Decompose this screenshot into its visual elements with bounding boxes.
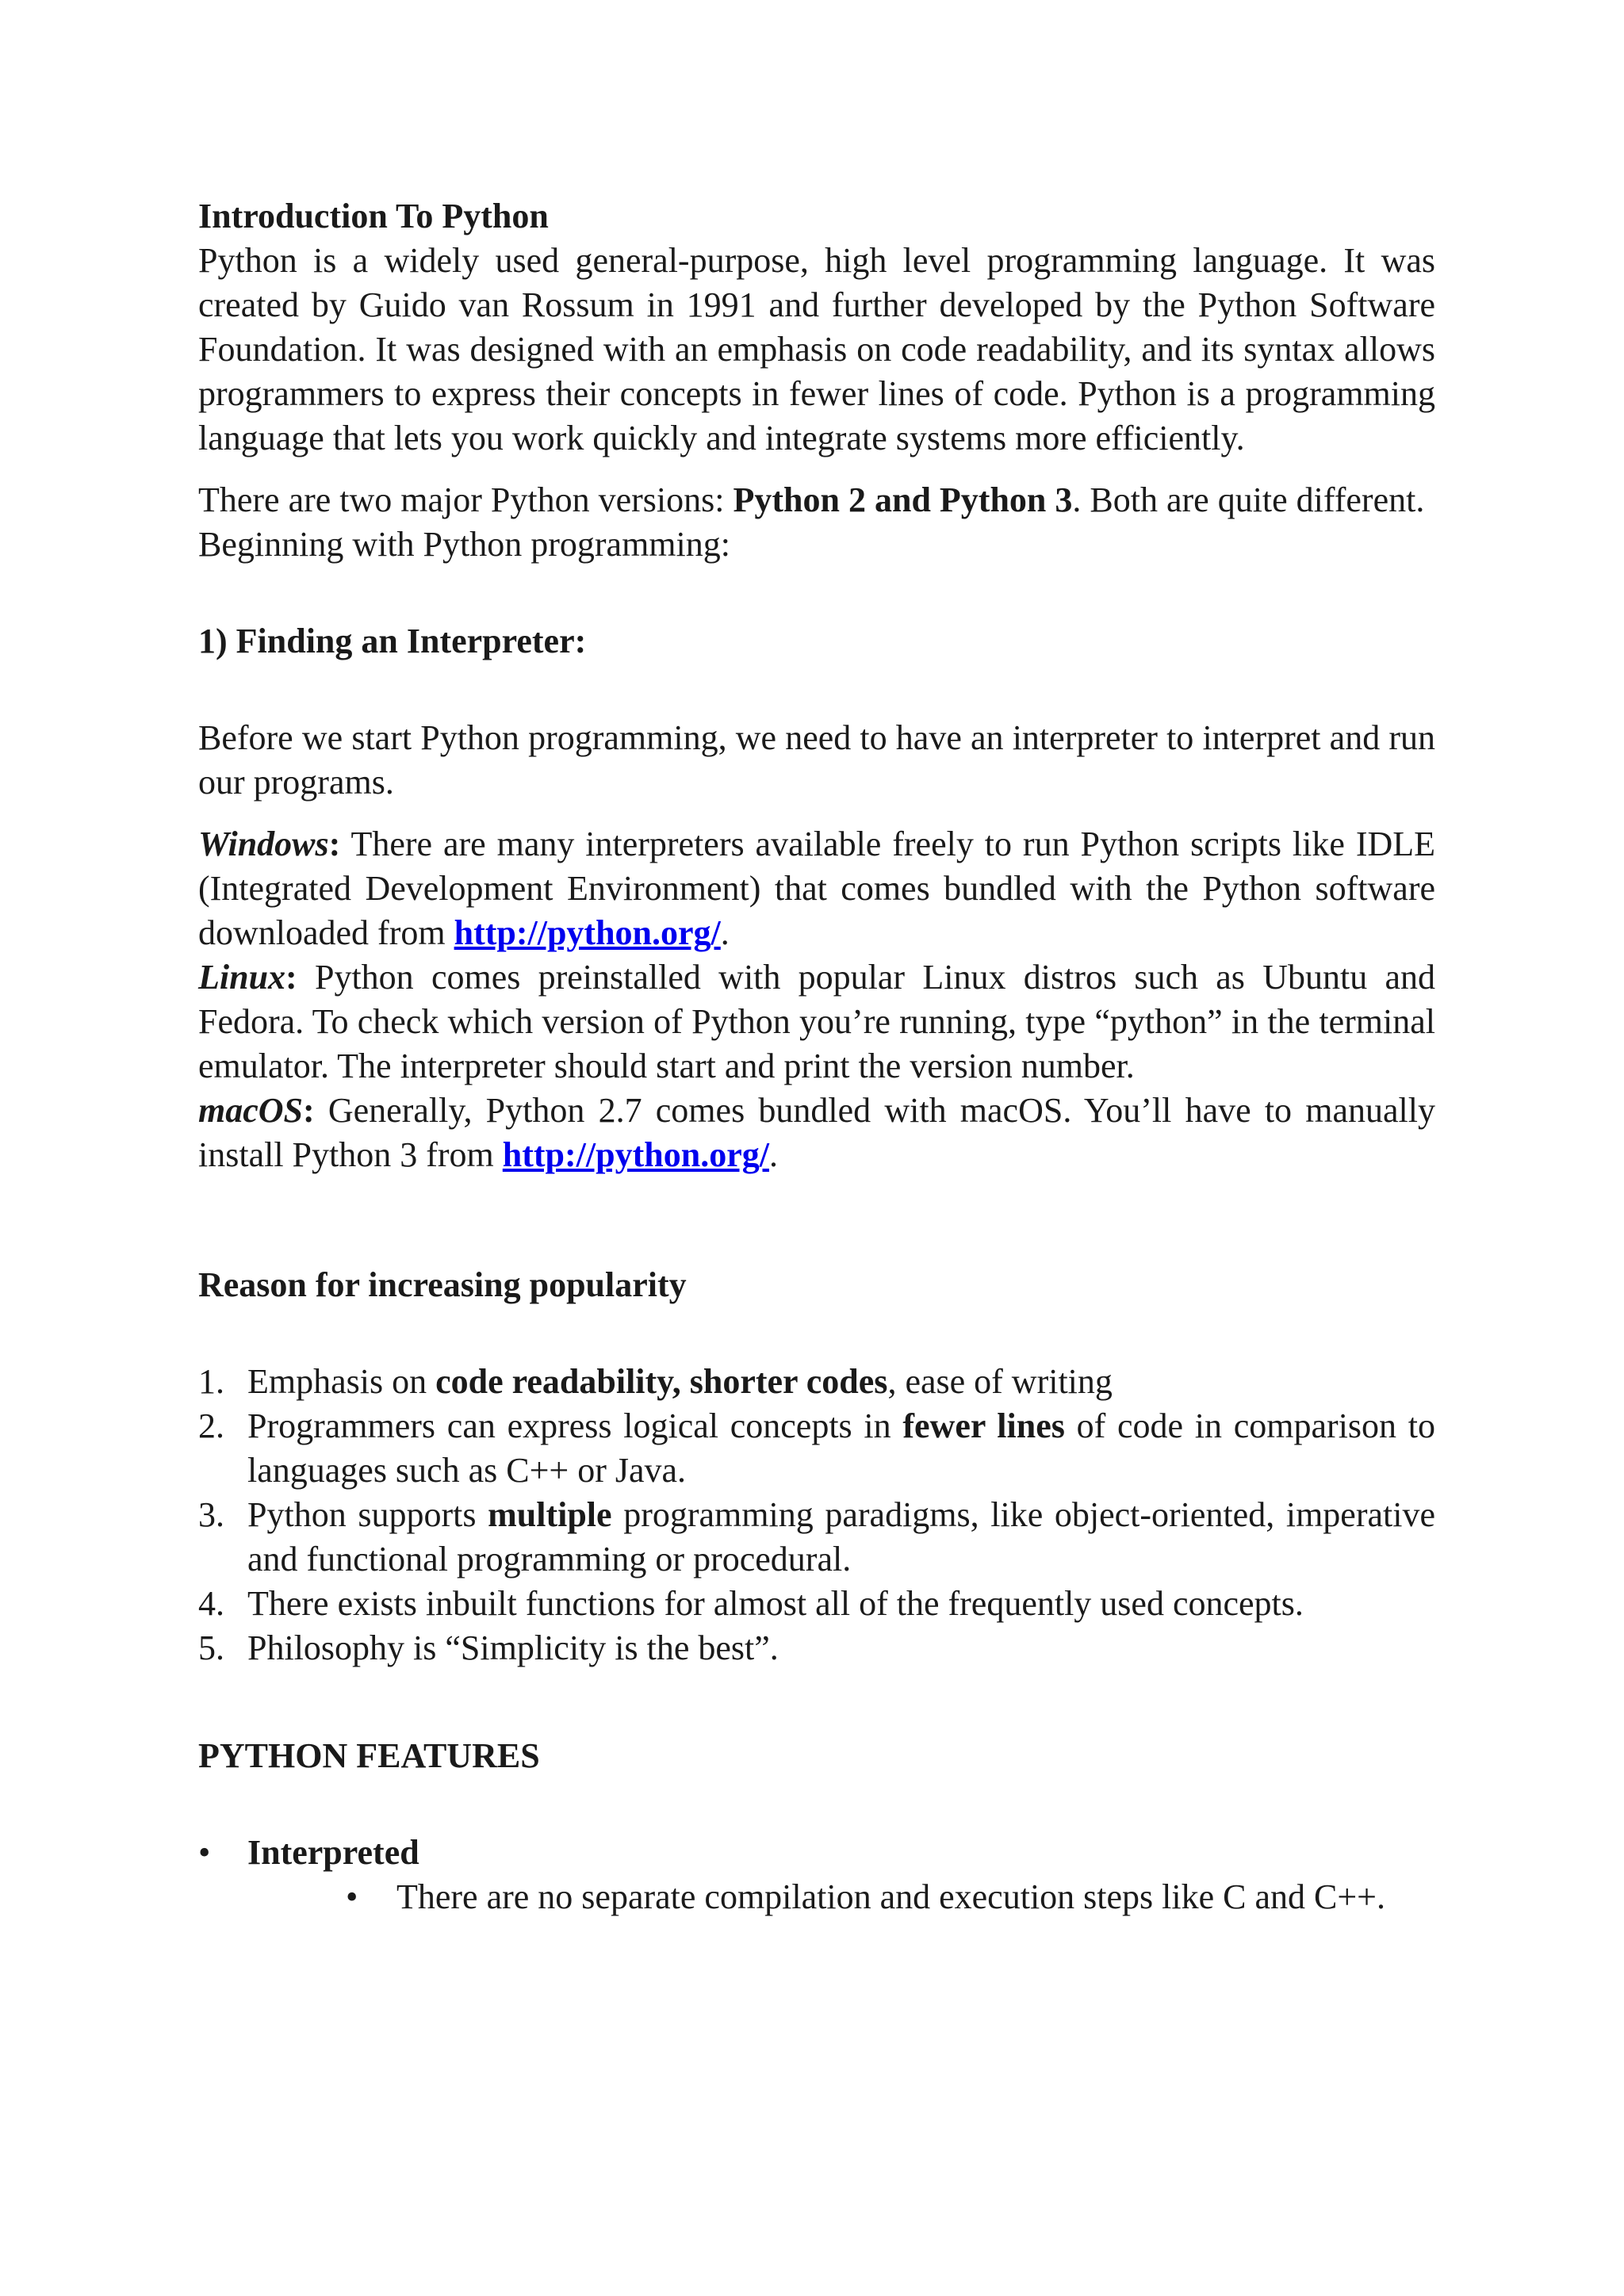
versions-bold: Python 2 and Python 3 — [733, 480, 1073, 519]
beginning-line: Beginning with Python programming: — [198, 525, 730, 564]
features-list — [198, 1831, 1435, 1875]
bullet-icon: • — [198, 1833, 211, 1872]
linux-label: Linux — [198, 958, 286, 997]
interpreter-paragraph: Before we start Python programming, we need to have an interpreter to interpret and run our programs. — [198, 718, 1435, 802]
feature-item — [198, 1831, 1435, 1875]
list-bold: multiple — [488, 1495, 612, 1534]
list-item — [198, 1360, 1435, 1404]
macos-text: Generally, Python 2.7 comes bundled with macOS. You’ll have to manually install Python 3 from — [198, 1091, 1435, 1174]
document-page — [198, 194, 1435, 1919]
interpreter-heading: 1) Finding an Interpreter: — [198, 622, 587, 660]
windows-colon: : — [328, 825, 341, 863]
linux-paragraph — [198, 955, 1435, 1089]
list-bold: fewer lines — [902, 1406, 1065, 1445]
intro-title: Introduction To Python — [198, 197, 549, 235]
list-text: There exists inbuilt functions for almost all of the frequently used concepts. — [247, 1584, 1304, 1623]
list-item — [198, 1404, 1435, 1493]
bullet-icon: • — [346, 1877, 358, 1916]
list-text: Philosophy is “Simplicity is the best”. — [247, 1628, 779, 1667]
windows-paragraph — [198, 822, 1435, 955]
linux-text: Python comes preinstalled with popular Linux distros such as Ubuntu and Fedora. To check which version of Python you’re running, type “python” in the terminal emulator. The interpreter should start and print the version number. — [198, 958, 1435, 1085]
list-text-post: , ease of writing — [887, 1362, 1113, 1401]
reasons-list — [198, 1360, 1435, 1670]
list-number: 2. — [198, 1406, 224, 1445]
list-text: Emphasis on — [247, 1362, 436, 1401]
list-bold: code readability, shorter codes — [435, 1362, 888, 1401]
sub-item — [198, 1875, 1435, 1919]
list-text-post: programming paradigms, like object-oriented, imperative and functional programming or procedural. — [247, 1495, 1435, 1578]
list-item — [198, 1582, 1435, 1626]
versions-text-pre: There are two major Python versions: — [198, 480, 733, 519]
windows-text: There are many interpreters available freely to run Python scripts like IDLE (Integrated Development Environment) that comes bundled with the Python software downloaded from — [198, 825, 1435, 952]
list-text-post: of code in comparison to languages such as C++ or Java. — [247, 1406, 1435, 1490]
list-item — [198, 1626, 1435, 1670]
python-org-link[interactable]: http://python.org/ — [454, 913, 721, 952]
versions-text-post: . Both are quite different. — [1072, 480, 1425, 519]
list-number: 3. — [198, 1495, 224, 1534]
macos-end: . — [768, 1135, 778, 1174]
versions-paragraph — [198, 478, 1435, 522]
list-number: 5. — [198, 1628, 224, 1667]
feature-sublist — [198, 1875, 1435, 1919]
feature-title: Interpreted — [247, 1833, 419, 1872]
macos-colon: : — [303, 1091, 315, 1130]
sub-item-text: There are no separate compilation and execution steps like C and C++. — [396, 1877, 1385, 1916]
intro-paragraph: Python is a widely used general-purpose, high level programming language. It was created by Guido van Rossum in 1991 and further developed by the Python Software Foundation. It was designed with an emphasis on code readability, and its syntax allows programmers to express their concepts in fewer lines of code. Python is a programming language that lets you work quickly and integrate systems more efficiently. — [198, 241, 1435, 457]
features-heading: PYTHON FEATURES — [198, 1736, 540, 1775]
linux-colon: : — [285, 958, 297, 997]
list-text: Python supports — [247, 1495, 488, 1534]
list-text: Programmers can express logical concepts in — [247, 1406, 903, 1445]
popularity-heading: Reason for increasing popularity — [198, 1265, 687, 1304]
list-number: 4. — [198, 1584, 224, 1623]
python-org-link-2[interactable]: http://python.org/ — [502, 1135, 769, 1174]
macos-label: macOS — [198, 1091, 303, 1130]
windows-label: Windows — [198, 825, 329, 863]
list-number: 1. — [198, 1362, 224, 1401]
windows-end: . — [720, 913, 730, 952]
macos-paragraph — [198, 1089, 1435, 1177]
list-item — [198, 1493, 1435, 1582]
